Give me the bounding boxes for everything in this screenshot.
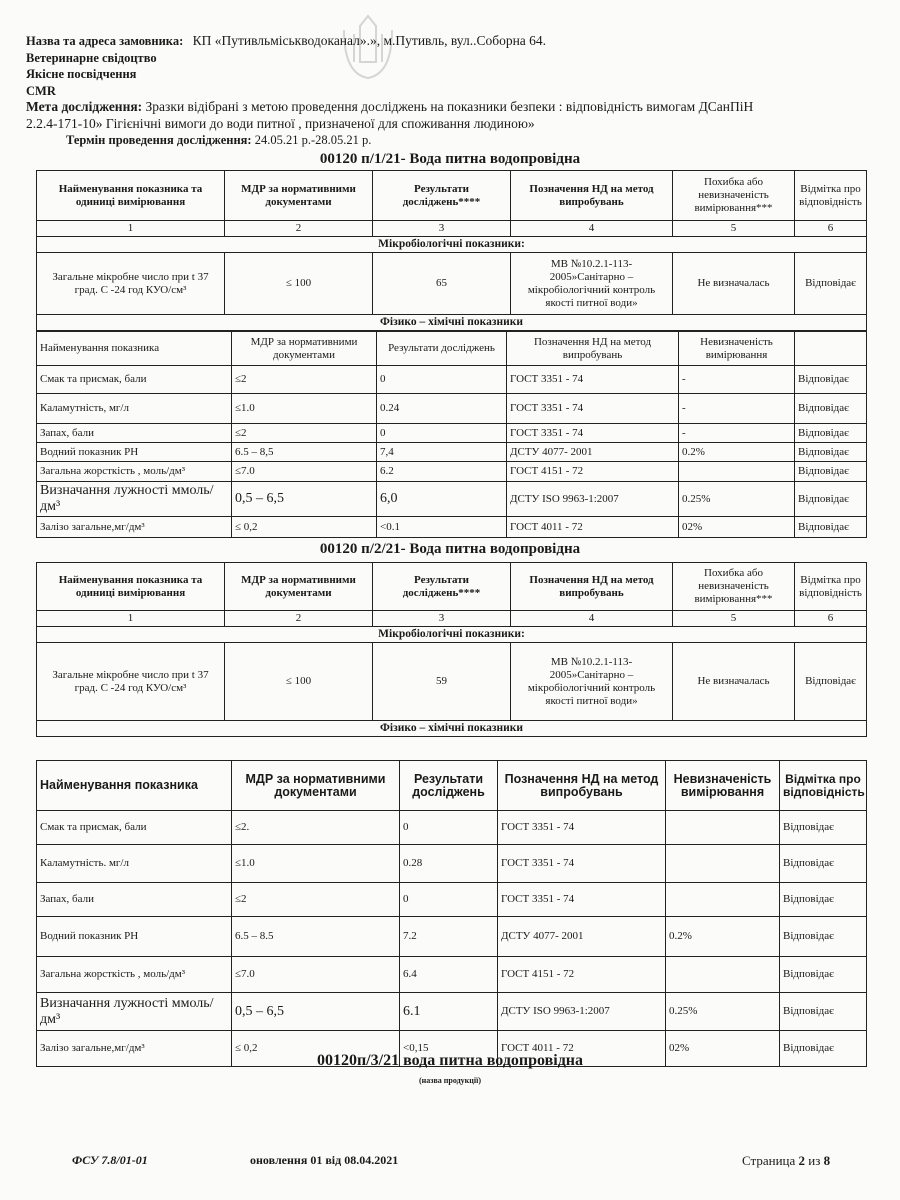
col-header-results: Результати досліджень xyxy=(377,332,507,366)
cell-conformity: Відповідає xyxy=(795,643,867,721)
cell-mdr: ≤2 xyxy=(232,883,400,917)
col-num: 1 xyxy=(37,221,225,237)
cell-result: 0 xyxy=(377,366,507,394)
cell-indicator: Визначання лужності ммоль/дм³ xyxy=(37,993,232,1031)
cell-result: 0 xyxy=(400,811,498,845)
cell-method: ГОСТ 3351 - 74 xyxy=(507,366,679,394)
col-header-results: Результати досліджень**** xyxy=(373,563,511,611)
cell-conformity: Відповідає xyxy=(780,957,867,993)
col-header-uncertainty: Невизначеність вимірювання xyxy=(679,332,795,366)
cell-method: ДСТУ ISO 9963-1:2007 xyxy=(498,993,666,1031)
col-num: 4 xyxy=(511,221,673,237)
cell-method: ГОСТ 4011 - 72 xyxy=(498,1031,666,1067)
cell-mdr: ≤ 0,2 xyxy=(232,1031,400,1067)
cell-conformity: Відповідає xyxy=(780,917,867,957)
table-row xyxy=(37,482,867,517)
cell-indicator: Залізо загальне,мг/дм³ xyxy=(37,517,232,538)
col-num: 1 xyxy=(37,611,225,627)
sample1-phys-header-row xyxy=(37,332,867,366)
col-header-mdr: МДР за нормативними документами xyxy=(225,171,373,221)
cell-uncertainty: - xyxy=(679,424,795,443)
table-row xyxy=(37,424,867,443)
col-header-name: Найменування показника та одиниці вимірювання xyxy=(37,171,225,221)
col-num: 6 xyxy=(795,221,867,237)
cell-mdr: 0,5 – 6,5 xyxy=(232,993,400,1031)
cell-result: 7,4 xyxy=(377,443,507,462)
cell-conformity: Відповідає xyxy=(780,883,867,917)
cell-uncertainty xyxy=(666,883,780,917)
update-note: оновлення 01 від 08.04.2021 xyxy=(250,1153,399,1167)
cell-uncertainty xyxy=(666,957,780,993)
cell-indicator: Запах, бали xyxy=(37,424,232,443)
cell-conformity: Відповідає xyxy=(795,424,867,443)
col-num: 5 xyxy=(673,611,795,627)
cell-method: ГОСТ 3351 - 74 xyxy=(498,845,666,883)
cell-mdr: ≤ 100 xyxy=(225,643,373,721)
cell-method: ДСТУ 4077- 2001 xyxy=(507,443,679,462)
phys-section-title: Фізико – хімічні показники xyxy=(37,315,867,331)
cell-result: 59 xyxy=(373,643,511,721)
col-header-mdr: МДР за нормативними документами xyxy=(232,332,377,366)
col-header-method: Позначення НД на метод випробувань xyxy=(511,563,673,611)
cell-indicator: Загальне мікробне число при t 37 град. С -24 год КУО/см³ xyxy=(37,253,225,315)
table-row xyxy=(37,883,867,917)
cell-mdr: 0,5 – 6,5 xyxy=(232,482,377,517)
cell-uncertainty: Не визначалась xyxy=(673,253,795,315)
cell-uncertainty: - xyxy=(679,394,795,424)
cell-result: 6.2 xyxy=(377,462,507,482)
table-row xyxy=(37,917,867,957)
phys-section-title: Фізико – хімічні показники xyxy=(37,721,867,737)
cell-method: ГОСТ 4011 - 72 xyxy=(507,517,679,538)
col-header-conformity: Відмітка про відповідність xyxy=(795,563,867,611)
table-row xyxy=(37,462,867,482)
cell-indicator: Визначання лужності ммоль/дм³ xyxy=(37,482,232,517)
col-header-conformity: Відмітка про відповідність xyxy=(780,761,867,811)
col-num: 2 xyxy=(225,611,373,627)
cell-indicator: Залізо загальне,мг/дм³ xyxy=(37,1031,232,1067)
cell-indicator: Смак та присмак, бали xyxy=(37,366,232,394)
quality-certificate-label: Якісне посвідчення xyxy=(26,67,137,81)
sample1-number-row xyxy=(37,221,867,237)
cell-result: 6.4 xyxy=(400,957,498,993)
page-of-label: из xyxy=(808,1153,821,1168)
cell-conformity: Відповідає xyxy=(795,443,867,462)
cell-method: МВ №10.2.1-113-2005»Санітарно – мікробіологічний контроль якості питної води» xyxy=(511,643,673,721)
col-header-uncertainty: Похибка або невизначеність вимірювання*** xyxy=(673,563,795,611)
cell-uncertainty: 0.2% xyxy=(666,917,780,957)
cell-method: ГОСТ 4151 - 72 xyxy=(507,462,679,482)
customer-value: КП «Путивльміськводоканал».», м.Путивль, вул..Соборна 64. xyxy=(192,33,547,48)
table-row xyxy=(37,366,867,394)
col-num: 3 xyxy=(373,221,511,237)
cell-mdr: ≤7.0 xyxy=(232,462,377,482)
purpose-value-2: 2.2.4-171-10» Гігієнічні вимоги до води питної , призначеної для споживання людиною» xyxy=(26,115,535,131)
table-row xyxy=(37,443,867,462)
cell-result: 0 xyxy=(377,424,507,443)
cell-conformity: Відповідає xyxy=(795,394,867,424)
term-value: 24.05.21 р.-28.05.21 р. xyxy=(254,133,372,147)
cmr-label: CMR xyxy=(26,83,56,98)
col-num: 2 xyxy=(225,221,373,237)
sample3-subtitle: (назва продукції) xyxy=(418,1076,481,1085)
cell-method: ГОСТ 3351 - 74 xyxy=(498,811,666,845)
page-total: 8 xyxy=(823,1153,831,1168)
cell-mdr: ≤2 xyxy=(232,366,377,394)
col-header-method: Позначення НД на метод випробувань xyxy=(498,761,666,811)
cell-indicator: Водний показник PH xyxy=(37,917,232,957)
sample2-title: 00120 п/2/21- Вода питна водопровідна xyxy=(319,541,581,557)
cell-result: <0.1 xyxy=(377,517,507,538)
cell-result: 65 xyxy=(373,253,511,315)
cell-result: <0,15 xyxy=(400,1031,498,1067)
cell-indicator: Загальна жорсткість , моль/дм³ xyxy=(37,957,232,993)
cell-indicator: Загальна жорсткість , моль/дм³ xyxy=(37,462,232,482)
cell-mdr: ≤2 xyxy=(232,424,377,443)
col-num: 4 xyxy=(511,611,673,627)
document-header xyxy=(26,33,886,149)
page-counter xyxy=(742,1153,830,1169)
col-header-method: Позначення НД на метод випробувань xyxy=(507,332,679,366)
cell-mdr: ≤2. xyxy=(232,811,400,845)
cell-method: ГОСТ 3351 - 74 xyxy=(507,394,679,424)
sample2-header-row xyxy=(37,563,867,611)
col-header-conformity: Відмітка про відповідність xyxy=(795,171,867,221)
customer-label: Назва та адреса замовника: xyxy=(26,34,184,48)
cell-indicator: Каламутність, мг/л xyxy=(37,394,232,424)
table-row xyxy=(37,957,867,993)
col-num: 5 xyxy=(673,221,795,237)
cell-conformity: Відповідає xyxy=(780,845,867,883)
cell-method: ГОСТ 3351 - 74 xyxy=(507,424,679,443)
cell-method: ГОСТ 4151 - 72 xyxy=(498,957,666,993)
table-row xyxy=(37,811,867,845)
sample2-micro-table xyxy=(36,562,867,737)
micro-section-title: Мікробіологічні показники: xyxy=(37,237,867,253)
page-label: Страница xyxy=(742,1153,796,1168)
cell-conformity: Відповідає xyxy=(795,517,867,538)
cell-indicator: Водний показник PH xyxy=(37,443,232,462)
col-header-name: Найменування показника xyxy=(37,761,232,811)
col-header-results: Результати досліджень xyxy=(400,761,498,811)
cell-result: 0.28 xyxy=(400,845,498,883)
cell-conformity: Відповідає xyxy=(780,993,867,1031)
cell-uncertainty xyxy=(666,811,780,845)
micro-section-title: Мікробіологічні показники: xyxy=(37,627,867,643)
sample1-header-row xyxy=(37,171,867,221)
cell-mdr: 6.5 – 8.5 xyxy=(232,917,400,957)
cell-method: ДСТУ 4077- 2001 xyxy=(498,917,666,957)
cell-result: 0 xyxy=(400,883,498,917)
sample1-phys-table xyxy=(36,331,867,538)
cell-result: 0.24 xyxy=(377,394,507,424)
purpose-value: Зразки відібрані з метою проведення досліджень на показники безпеки : відповідність вимогам ДСанПіН xyxy=(145,99,754,114)
cell-uncertainty: - xyxy=(679,366,795,394)
cell-result: 7.2 xyxy=(400,917,498,957)
cell-mdr: ≤1.0 xyxy=(232,845,400,883)
table-row xyxy=(37,993,867,1031)
cell-method: ГОСТ 3351 - 74 xyxy=(498,883,666,917)
cell-uncertainty: Не визначалась xyxy=(673,643,795,721)
purpose-label: Мета дослідження: xyxy=(26,99,143,114)
cell-result: 6,0 xyxy=(377,482,507,517)
col-header-uncertainty: Похибка або невизначеність вимірювання*** xyxy=(673,171,795,221)
cell-mdr: ≤1.0 xyxy=(232,394,377,424)
table-row xyxy=(37,517,867,538)
cell-conformity: Відповідає xyxy=(795,482,867,517)
col-header-mdr: МДР за нормативними документами xyxy=(225,563,373,611)
table-row xyxy=(37,643,867,721)
cell-mdr: ≤7.0 xyxy=(232,957,400,993)
sample2-phys-header-row xyxy=(37,761,867,811)
cell-indicator: Загальне мікробне число при t 37 град. С -24 год КУО/см³ xyxy=(37,643,225,721)
cell-conformity: Відповідає xyxy=(795,462,867,482)
sample1-title: 00120 п/1/21- Вода питна водопровідна xyxy=(319,151,581,167)
cell-uncertainty: 02% xyxy=(679,517,795,538)
cell-indicator: Каламутність. мг/л xyxy=(37,845,232,883)
term-label: Термін проведення дослідження: xyxy=(66,133,252,147)
form-code: ФСУ 7.8/01-01 xyxy=(72,1153,148,1167)
cell-result: 6.1 xyxy=(400,993,498,1031)
sample2-phys-table xyxy=(36,760,867,1067)
col-num: 3 xyxy=(373,611,511,627)
cell-uncertainty: 0.25% xyxy=(666,993,780,1031)
cell-mdr: 6.5 – 8,5 xyxy=(232,443,377,462)
sample2-number-row xyxy=(37,611,867,627)
cell-method: ДСТУ ISO 9963-1:2007 xyxy=(507,482,679,517)
table-row xyxy=(37,253,867,315)
cell-conformity: Відповідає xyxy=(780,811,867,845)
cell-uncertainty: 0.25% xyxy=(679,482,795,517)
sample1-micro-table xyxy=(36,170,867,331)
table-row xyxy=(37,845,867,883)
cell-uncertainty: 02% xyxy=(666,1031,780,1067)
cell-indicator: Запах, бали xyxy=(37,883,232,917)
col-header-name: Найменування показника та одиниці вимірювання xyxy=(37,563,225,611)
table-row xyxy=(37,394,867,424)
col-header-uncertainty: Невизначеність вимірювання xyxy=(666,761,780,811)
cell-mdr: ≤ 0,2 xyxy=(232,517,377,538)
col-header-conformity xyxy=(795,332,867,366)
cell-method: МВ №10.2.1-113-2005»Санітарно – мікробіологічний контроль якості питної води» xyxy=(511,253,673,315)
col-num: 6 xyxy=(795,611,867,627)
sample3-title: 00120п/3/21 вода питна водопровідна xyxy=(316,1052,584,1069)
col-header-name: Найменування показника xyxy=(37,332,232,366)
cell-indicator: Смак та присмак, бали xyxy=(37,811,232,845)
page-number: 2 xyxy=(798,1153,806,1168)
cell-mdr: ≤ 100 xyxy=(225,253,373,315)
vet-certificate-label: Ветеринарне свідоцтво xyxy=(26,50,157,65)
col-header-results: Результати досліджень**** xyxy=(373,171,511,221)
col-header-mdr: МДР за нормативними документами xyxy=(232,761,400,811)
cell-conformity: Відповідає xyxy=(795,253,867,315)
cell-conformity: Відповідає xyxy=(780,1031,867,1067)
cell-uncertainty: 0.2% xyxy=(679,443,795,462)
cell-conformity: Відповідає xyxy=(795,366,867,394)
col-header-method: Позначення НД на метод випробувань xyxy=(511,171,673,221)
cell-uncertainty xyxy=(666,845,780,883)
cell-uncertainty xyxy=(679,462,795,482)
